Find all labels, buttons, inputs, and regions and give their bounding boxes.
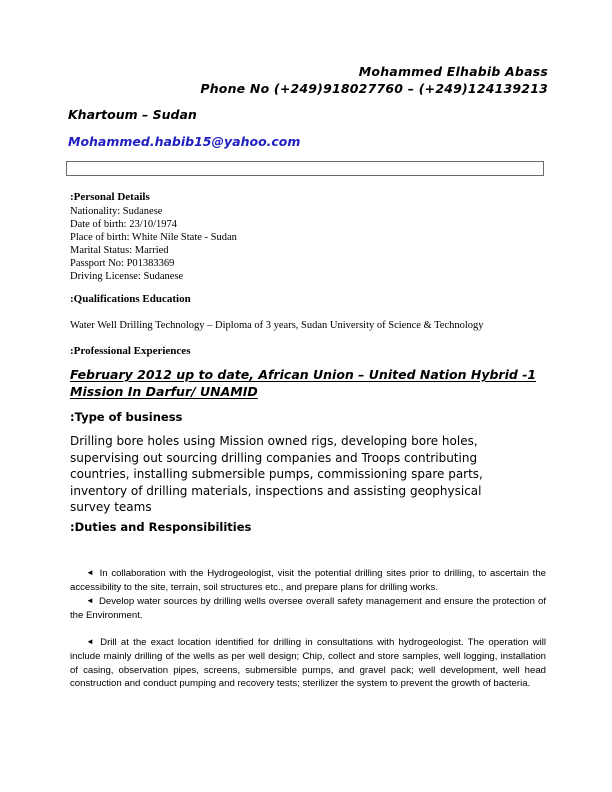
personal-details-passport: Passport No: P01383369 <box>70 258 175 269</box>
job-title-marker: -1 <box>522 367 537 382</box>
job-title-line-2: Mission In Darfur/ UNAMID <box>70 384 258 399</box>
list-item-text: Develop water sources by drilling wells oversee overall safety management and ensure the protection of the Environment. <box>70 596 546 621</box>
list-item <box>70 566 546 594</box>
personal-details-dob: Date of birth: 23/10/1974 <box>70 219 178 230</box>
list-item <box>70 635 546 690</box>
personal-details-driving-license: Driving License: Sudanese <box>70 271 184 282</box>
candidate-email-link[interactable]: Mohammed.habib15@yahoo.com <box>68 134 301 149</box>
job-title-block <box>70 366 546 400</box>
bullet-triangle-icon: ◄ <box>86 637 96 647</box>
empty-table-cell <box>66 161 544 176</box>
candidate-phone: Phone No (+249)918027760 – (+249)124139213 <box>200 81 548 96</box>
bullet-triangle-icon: ◄ <box>86 596 96 606</box>
duties-heading: :Duties and Responsibilities <box>70 520 252 534</box>
list-item-text: In collaboration with the Hydrogeologist, visit the potential drilling sites prior to drilling, to ascertain the accessibility to the site, terrain, soil structures etc., and prepare plans for drilling works. <box>70 568 546 593</box>
qualifications-heading: :Qualifications Education <box>70 293 191 305</box>
professional-experiences-heading: :Professional Experiences <box>70 345 191 357</box>
candidate-name: Mohammed Elhabib Abass <box>358 64 548 79</box>
personal-details-marital-status: Marital Status: Married <box>70 245 169 256</box>
list-item <box>70 594 546 622</box>
personal-details-pob: Place of birth: White Nile State - Sudan <box>70 232 237 243</box>
type-of-business-description: Drilling bore holes using Mission owned rigs, developing bore holes, supervising out sourcing drilling companies and Troops contributing countries, installing submersible pumps, commissioning spare parts, inventory of drilling materials, inspections and assisting geophysical survey teams <box>70 434 483 514</box>
personal-details-heading: :Personal Details <box>70 191 150 203</box>
job-title-line-1: February 2012 up to date, African Union – United Nation Hybrid <box>70 367 518 382</box>
bullet-triangle-icon: ◄ <box>86 568 96 577</box>
list-item-text: Drill at the exact location identified for drilling in consultations with hydrogeologist. The operation will include mainly drilling of the wells as per well design; Chip, collect and store samples, well logging, installation of casing, observation pipes, screens, submersible pumps, and gravel pack; well development, well head construction and conduct pumping and recovery tests; sterilizer the system to prevent the growth of bacteria. <box>70 637 546 690</box>
qualifications-text: Water Well Drilling Technology – Diploma of 3 years, Sudan University of Science & Technology <box>70 320 484 331</box>
candidate-location: Khartoum – Sudan <box>68 107 197 122</box>
personal-details-nationality: Nationality: Sudanese <box>70 206 163 217</box>
duties-list <box>70 566 546 691</box>
type-of-business-heading: :Type of business <box>70 410 183 424</box>
